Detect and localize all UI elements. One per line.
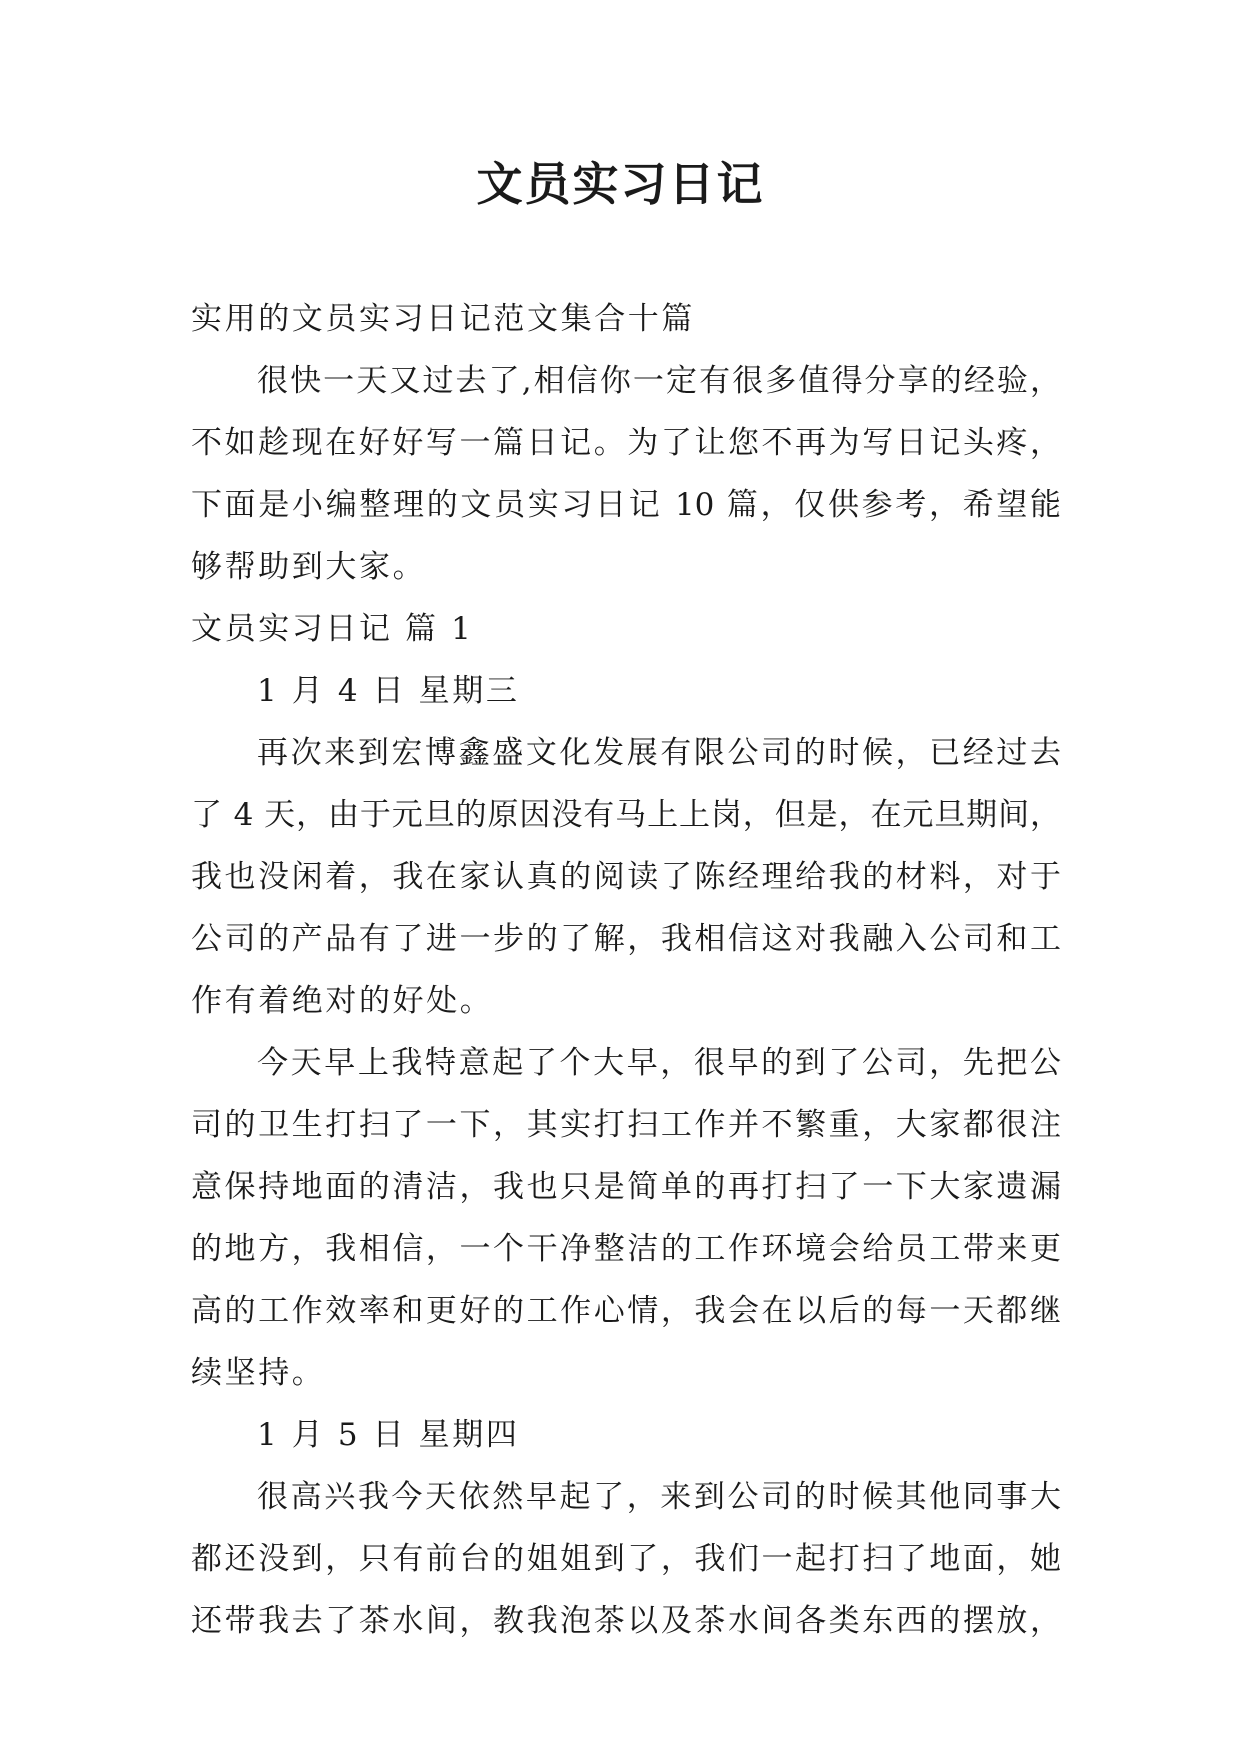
text-line: 都还没到，只有前台的姐姐到了，我们一起打扫了地面，她 [191,1541,1061,1577]
text-line: 再次来到宏博鑫盛文化发展有限公司的时候，已经过去 [257,735,1061,771]
text-line: 司的卫生打扫了一下，其实打扫工作并不繁重，大家都很注 [191,1107,1061,1143]
text-line: 不如趁现在好好写一篇日记。为了让您不再为写日记头疼， [191,425,1061,461]
document-body [191,288,1061,1652]
text-line: 了 4 天，由于元旦的原因没有马上上岗，但是，在元旦期间， [191,797,1061,833]
text-line: 很高兴我今天依然早起了，来到公司的时候其他同事大 [257,1479,1061,1515]
text-line: 很快一天又过去了,相信你一定有很多值得分享的经验， [257,363,1061,399]
text-line: 1 月 5 日 星期四 [257,1417,520,1453]
text-line: 今天早上我特意起了个大早，很早的到了公司，先把公 [257,1045,1061,1081]
text-line: 意保持地面的清洁，我也只是简单的再打扫了一下大家遗漏 [191,1169,1061,1205]
text-line: 实用的文员实习日记范文集合十篇 [191,301,695,337]
text-line: 作有着绝对的好处。 [191,983,494,1019]
document-title: 文员实习日记 [476,157,765,211]
text-line: 续坚持。 [191,1355,326,1391]
text-line: 公司的产品有了进一步的了解，我相信这对我融入公司和工 [191,921,1061,957]
text-line: 文员实习日记 篇 1 [191,611,474,647]
text-line: 1 月 4 日 星期三 [257,673,520,709]
text-line: 高的工作效率和更好的工作心情，我会在以后的每一天都继 [191,1293,1061,1329]
text-line: 下面是小编整理的文员实习日记 10 篇，仅供参考，希望能 [191,487,1061,523]
text-line: 还带我去了茶水间，教我泡茶以及茶水间各类东西的摆放， [191,1603,1061,1639]
text-line: 的地方，我相信，一个干净整洁的工作环境会给员工带来更 [191,1231,1061,1267]
text-line: 够帮助到大家。 [191,549,427,585]
text-line: 我也没闲着，我在家认真的阅读了陈经理给我的材料，对于 [191,859,1061,895]
